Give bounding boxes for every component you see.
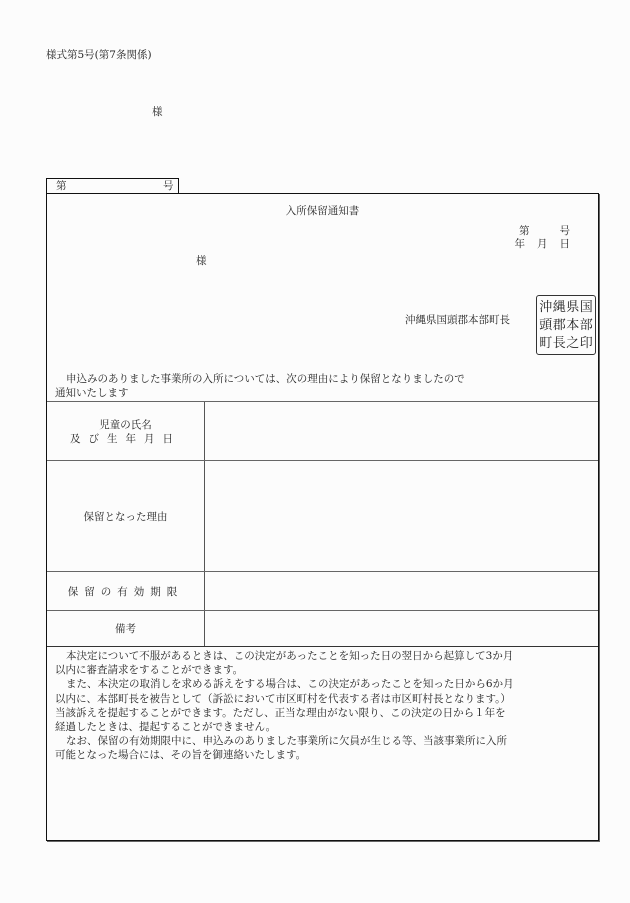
table-row-remarks	[47, 610, 598, 647]
doc-number-go: 号	[559, 225, 570, 237]
seal-char: 郡	[552, 317, 566, 333]
doc-number-dai: 第	[519, 225, 530, 237]
number-box-dai: 第	[56, 180, 67, 192]
table-row-child-name	[47, 401, 598, 461]
label-expiry: 保留の有効期限	[67, 585, 184, 598]
note-line: 当該訴えを提起することができます。ただし、正当な理由がない限り、この決定の日から１年を	[55, 706, 506, 719]
form-label: 様式第5号(第7条関係)	[46, 49, 152, 61]
table-row-reason	[47, 460, 598, 572]
seal-char: 長	[552, 335, 566, 351]
date-year: 年	[514, 238, 525, 250]
top-recipient-suffix: 様	[152, 106, 163, 118]
recipient-suffix: 様	[196, 255, 207, 267]
table-label	[47, 402, 205, 461]
notes-section	[47, 646, 598, 763]
note-line: 経過したときは、提起することができません。	[55, 721, 277, 734]
seal-char: 印	[579, 335, 593, 351]
intro-text	[55, 372, 465, 400]
seal-char: 国	[579, 299, 593, 315]
reason-field[interactable]	[205, 461, 598, 572]
seal-char: 県	[566, 299, 580, 315]
seal-char: 部	[579, 317, 593, 333]
note-line: 以内に審査請求をすることができます。	[55, 664, 244, 677]
note-line: 以内に、本部町長を被告として（訴訟において市区町村を代表する者は市区町村長となります。）	[55, 692, 511, 705]
seal-char: 縄	[552, 299, 566, 315]
label-remarks: 備考	[115, 623, 136, 635]
notice-frame	[46, 193, 599, 841]
seal-char: 本	[566, 317, 580, 333]
table-label	[47, 611, 205, 647]
seal-char: 之	[566, 335, 580, 351]
label-reason: 保留となった理由	[83, 510, 168, 523]
label-birthdate: 及び生年月日	[70, 432, 181, 445]
remarks-field[interactable]	[205, 611, 598, 647]
table-row-expiry	[47, 571, 598, 611]
official-seal	[536, 295, 596, 355]
date-day: 日	[559, 238, 570, 250]
table-label	[47, 461, 205, 572]
issuer-name: 沖縄県国頭郡本部町長	[405, 314, 510, 326]
notice-title: 入所保留通知書	[285, 205, 360, 217]
label-child-name: 児童の氏名	[99, 418, 152, 431]
seal-char: 町	[539, 335, 553, 351]
note-line: また、本決定の取消しを求める訴えをする場合は、この決定があったことを知った日から6か月	[66, 678, 514, 691]
note-line: 本決定について不服があるときは、この決定があったことを知った日の翌日から起算して3か月	[66, 650, 514, 662]
note-line: なお、保留の有効期限中に、申込みのありました事業所に欠員が生じる等、当該事業所に入所	[66, 735, 507, 748]
number-box-go: 号	[163, 180, 174, 192]
note-line: 可能となった場合には、その旨を御連絡いたします。	[55, 749, 307, 762]
seal-char: 頭	[539, 317, 553, 333]
doc-number	[519, 224, 570, 238]
intro-line-1: 申込みのありました事業所の入所については、次の理由により保留となりましたので	[66, 373, 465, 385]
issue-date	[515, 237, 571, 251]
seal-char: 沖	[539, 299, 553, 315]
date-month: 月	[537, 238, 548, 250]
expiry-field[interactable]	[205, 572, 598, 611]
intro-line-2: 通知いたします	[55, 387, 129, 399]
table-label	[47, 572, 205, 611]
child-name-field[interactable]	[205, 402, 598, 461]
number-box	[46, 178, 179, 194]
